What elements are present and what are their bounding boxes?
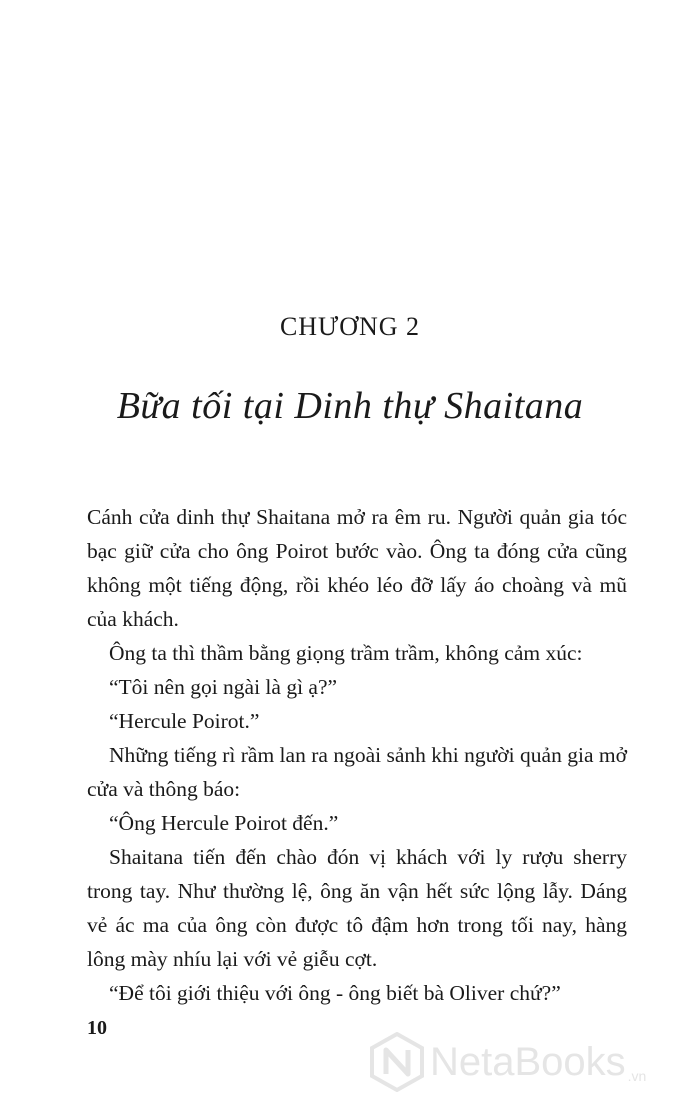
paragraph: “Hercule Poirot.”	[109, 709, 260, 733]
watermark-brand: NetaBooks	[430, 1039, 626, 1084]
body-text	[87, 500, 627, 1010]
watermark-suffix: .vn	[627, 1068, 647, 1084]
netabooks-logo-icon	[370, 1032, 424, 1092]
paragraph: “Ông Hercule Poirot đến.”	[109, 811, 339, 835]
paragraph: Shaitana tiến đến chào đón vị khách với ly rượu sherry trong tay. Như thường lệ, ông ăn vận hết sức lộng lẫy. Dáng vẻ ác ma của ông còn được tô đậm hơn trong tối nay, hàng lông mày nhíu lại với vẻ giễu cợt.	[87, 845, 627, 971]
chapter-number: CHƯƠNG 2	[279, 312, 421, 341]
paragraph: Những tiếng rì rầm lan ra ngoài sảnh khi người quản gia mở cửa và thông báo:	[87, 743, 627, 801]
chapter-title: Bữa tối tại Dinh thự Shaitana	[116, 385, 584, 427]
paragraph: Ông ta thì thầm bằng giọng trầm trầm, không cảm xúc:	[109, 641, 583, 665]
paragraph: “Để tôi giới thiệu với ông - ông biết bà Oliver chứ?”	[109, 981, 561, 1005]
page-number: 10	[87, 1017, 107, 1039]
watermark	[370, 1022, 646, 1102]
paragraph: Cánh cửa dinh thự Shaitana mở ra êm ru. Người quản gia tóc bạc giữ cửa cho ông Poirot bước vào. Ông ta đóng cửa cũng không một tiếng động, rồi khéo léo đỡ lấy áo choàng và mũ của khách.	[87, 505, 627, 631]
paragraph: “Tôi nên gọi ngài là gì ạ?”	[109, 675, 338, 699]
